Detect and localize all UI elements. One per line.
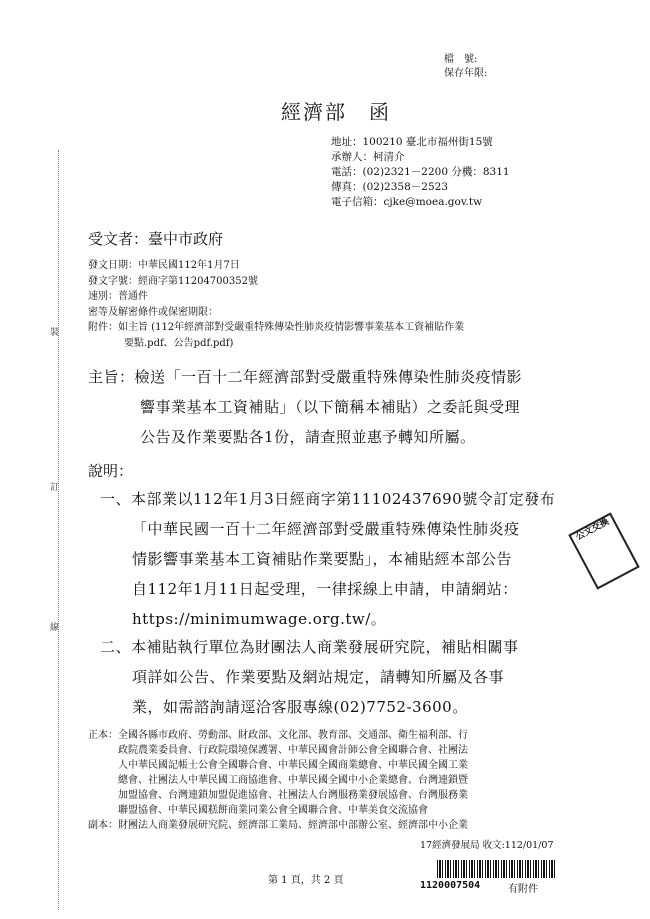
binding-mark: 裝 (50, 328, 60, 338)
item-line: 「中華民國一百十二年經濟部對受嚴重特殊傳染性肺炎疫 (132, 520, 520, 538)
subject-block (88, 362, 608, 452)
attachments-line: 附件：如主旨 (112年經濟部對受嚴重特殊傳染性肺炎疫情影響事業基本工資補貼作業 (88, 322, 465, 333)
page-number: 第 1 頁，共 2 頁 (268, 875, 344, 886)
barcode (437, 860, 555, 878)
distribution-original: 總會、社團法人中華民國工商協進會、中華民國全國中小企業總會、台灣連鎖暨 (118, 775, 468, 786)
item-line: 業，如需諮詢請逕洽客服專線(02)7752-3600。 (132, 698, 468, 716)
contact-block (331, 135, 510, 210)
subject-line: 主旨：檢送「一百十二年經濟部對受嚴重特殊傳染性肺炎疫情影 (88, 368, 523, 386)
document-code: 1120007504 (420, 880, 481, 891)
item-line: 自112年1月11日起受理，一律採線上申請，申請網站： (132, 580, 518, 598)
contact-handler: 承辦人：柯清介 (331, 151, 405, 163)
item-line: 二、本補貼執行單位為財團法人商業發展研究院，補貼相關事 (100, 638, 519, 656)
item-line: 項詳如公告、作業要點及網站規定，請轉知所屬及各事 (132, 668, 505, 686)
binding-mark: 線 (50, 623, 60, 633)
distribution-original: 正本：全國各縣市政府、勞動部、財政部、文化部、教育部、交通部、衛生福利部、行 (88, 730, 468, 741)
distribution-original: 聯盟協會、中華民國糕餅商業同業公會全國聯合會、中華美食交流協會 (118, 805, 428, 816)
distribution-block (88, 728, 608, 833)
document-title: 經濟部 函 (281, 100, 391, 124)
retention-period-label: 保存年限: (444, 68, 488, 79)
delivery-speed: 速別：普通件 (88, 291, 148, 302)
subject-line: 公告及作業要點各1份，請查照並惠予轉知所屬。 (140, 428, 476, 446)
application-url: https://minimumwage.org.tw/。 (132, 610, 387, 628)
issue-date: 發文日期：中華民國112年1月7日 (88, 260, 240, 271)
contact-email: 電子信箱：cjke@moea.gov.tw (331, 196, 483, 208)
item-line: 一、本部業以112年1月3日經商字第11102437690號令訂定發布 (100, 490, 556, 508)
binding-mark: 訂 (50, 483, 60, 493)
item-line: 情影響事業基本工資補貼作業要點」，本補貼經本部公告 (132, 550, 513, 568)
distribution-copy: 副本：財團法人商業發展研究院、經濟部工業局、經濟部中部辦公室、經濟部中小企業 (88, 820, 468, 831)
explanation-label: 說明： (88, 462, 134, 480)
attachments-line-2: 要點.pdf、公告pdf.pdf) (124, 337, 234, 349)
contact-fax: 傳真：(02)2358－2523 (331, 181, 448, 193)
explanation-item-1 (100, 484, 620, 634)
binding-line (58, 150, 59, 910)
explanation-item-2 (100, 632, 620, 722)
subject-line: 響事業基本工資補貼」（以下簡稱本補貼）之委託與受理 (140, 398, 521, 416)
security-level: 密等及解密條件或保密期限： (88, 306, 218, 318)
recipient: 受文者：臺中市政府 (88, 230, 224, 248)
meta-block (88, 258, 588, 351)
distribution-original: 政院農業委員會、行政院環境保護署、中華民國會計師公會全國聯合會、社團法 (118, 745, 468, 756)
distribution-original: 人中華民國記帳士公會全國聯合會、中華民國全國商業總會、中華民國全國工業 (118, 760, 468, 771)
issue-number: 發文字號：經商字第11204700352號 (88, 275, 258, 287)
receipt-stamp: 17經濟發展局 收文:112/01/07 (420, 840, 554, 851)
file-number-label: 檔 號: (444, 54, 478, 65)
contact-address: 地址：100210 臺北市福州街15號 (331, 136, 493, 148)
stamp-text: 公文交換 (574, 516, 611, 543)
contact-phone: 電話：(02)2321－2200 分機：8311 (331, 166, 510, 178)
distribution-original: 加盟協會、台灣連鎖加盟促進協會、社團法人台灣服務業發展協會、台灣服務業 (118, 790, 468, 801)
attachment-flag: 有附件 (508, 884, 538, 895)
